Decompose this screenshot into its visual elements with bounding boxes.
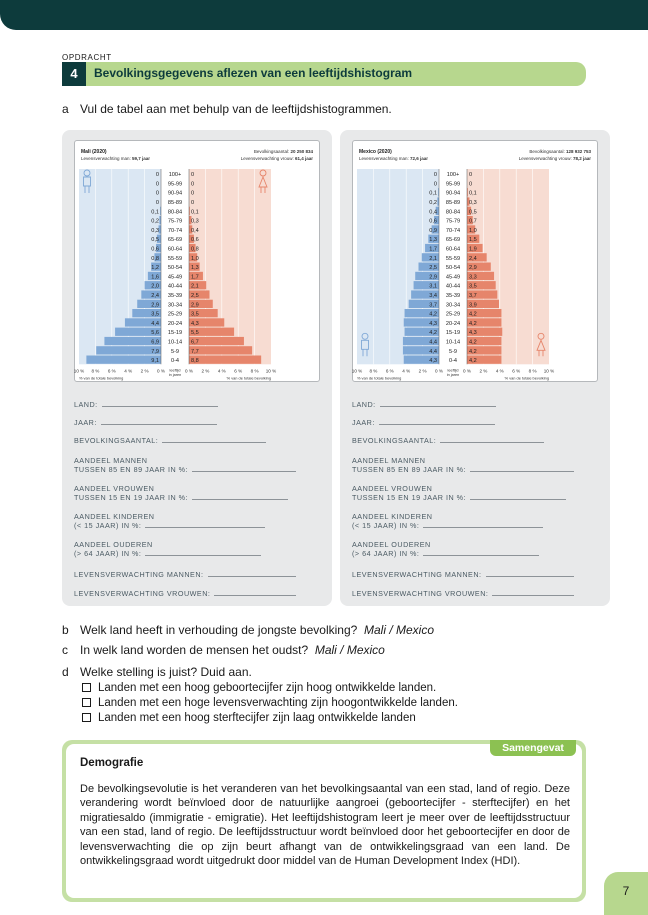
answer-field-mannen1: [74, 456, 296, 474]
data-label-women: 0: [191, 172, 195, 179]
answer-field-land: [74, 400, 218, 409]
age-label: 70-74: [445, 227, 461, 234]
data-label-men: 2,0: [151, 283, 159, 290]
data-label-men: 4,3: [429, 358, 437, 365]
age-label: 50-54: [167, 265, 183, 272]
data-label-women: 0,5: [469, 209, 477, 216]
summary-text: De bevolkingsevolutie is het veranderen van het bevolkingsaantal van een stad, land of regio. Deze verandering wordt beïnvloed door de natuurlijke aangroei (geboortecijfer - sterftecijfer) en het migratiesaldo (immigratie - emigratie). Het leeftijdshistogram leert je meer over de leeftijdsstructuur van een stad, land of regio. De leeftijdsstructuur wordt beïnvloed door het geboortecijfer en door de levensverwachting die op zijn beurt afhangt van de ontwikkelingsgraad van een land. De ontwikkelingsgraad wordt uitgedrukt door middel van de Human Development Index (HDI).: [80, 783, 570, 868]
data-label-men: 0,6: [429, 218, 437, 225]
answer-line[interactable]: [214, 595, 296, 596]
data-label-men: 6,9: [151, 339, 159, 346]
answer-line[interactable]: [102, 406, 218, 407]
data-label-women: 0: [191, 200, 195, 206]
answer-line[interactable]: [440, 442, 544, 443]
axis-pct-label: % van de totale bevolking: [357, 375, 402, 381]
data-label-men: 3,4: [429, 293, 437, 299]
age-label: 65-69: [167, 237, 183, 244]
tick-label: 4 %: [402, 368, 411, 374]
answer-line[interactable]: [380, 406, 496, 407]
tick-label: 8 %: [250, 368, 259, 374]
bar-men-0-4: [86, 356, 161, 364]
field-label: BEVOLKINGSAANTAL:: [74, 436, 159, 445]
field-label: LEVENSVERWACHTING VROUWEN:: [352, 589, 489, 598]
age-label: 85-89: [445, 200, 461, 206]
data-label-women: 2,5: [191, 293, 199, 299]
answer-line[interactable]: [145, 527, 265, 528]
answer-field-vrouwen1: [352, 484, 566, 502]
data-label-women: 0,8: [191, 246, 199, 253]
data-label-men: 5,6: [151, 330, 159, 337]
data-label-men: 0: [155, 172, 159, 179]
age-label: 5-9: [448, 348, 458, 355]
data-label-men: 0: [155, 190, 159, 197]
age-label: 60-64: [167, 246, 183, 253]
answer-line[interactable]: [423, 527, 543, 528]
field-label: LEVENSVERWACHTING VROUWEN:: [74, 589, 211, 598]
checkbox[interactable]: [82, 683, 91, 692]
question-a: [62, 102, 392, 116]
answer-options[interactable]: Mali / Mexico: [314, 643, 385, 657]
field-label: (> 64 JAAR) IN %:: [74, 549, 142, 558]
data-label-women: 7,7: [191, 348, 199, 355]
age-label: 25-29: [445, 311, 461, 318]
field-label: TUSSEN 85 EN 89 JAAR IN %:: [352, 465, 467, 474]
answer-field-bevolking: [74, 436, 266, 445]
data-label-women: 4,3: [469, 330, 477, 337]
age-label: 65-69: [445, 237, 461, 244]
data-label-men: 0,1: [151, 209, 159, 216]
age-label: 10-14: [167, 339, 183, 346]
field-label: BEVOLKINGSAANTAL:: [352, 436, 437, 445]
age-label: 20-24: [167, 320, 183, 327]
age-label: 0-4: [448, 358, 458, 365]
data-label-men: 3,7: [429, 302, 437, 309]
data-label-women: 3,5: [191, 311, 199, 318]
age-label: 45-49: [445, 274, 461, 281]
data-label-men: 2,5: [429, 265, 437, 272]
answer-field-lev_vrouwen: [74, 589, 296, 598]
tick-label: 4 %: [124, 368, 133, 374]
answer-line[interactable]: [101, 424, 217, 425]
field-label: TUSSEN 15 EN 19 JAAR IN %:: [74, 493, 189, 502]
data-label-women: 0,4: [191, 227, 199, 234]
tick-label: 4 %: [217, 368, 226, 374]
tick-label: 2 %: [201, 368, 210, 374]
field-label: AANDEEL VROUWEN: [352, 484, 433, 493]
histogram-card: [74, 140, 320, 382]
data-label-men: 0: [433, 172, 437, 179]
axis-pct-label: % van de totale bevolking: [504, 375, 549, 381]
data-label-men: 2,9: [429, 274, 437, 281]
data-label-men: 1,7: [429, 246, 437, 253]
question-text: Welk land heeft in verhouding de jongste bevolking?: [80, 623, 358, 637]
field-label: JAAR:: [352, 418, 375, 427]
age-label: 15-19: [445, 330, 461, 337]
field-label: AANDEEL MANNEN: [74, 456, 148, 465]
data-label-men: 0,5: [151, 237, 159, 244]
age-label: 70-74: [167, 227, 183, 234]
task-label: OPDRACHT: [62, 53, 112, 62]
data-label-women: 0,1: [469, 190, 477, 197]
top-banner: [0, 0, 648, 30]
answer-field-jaar: [352, 418, 495, 427]
data-label-women: 1,7: [191, 274, 199, 281]
tick-label: 6 %: [512, 368, 521, 374]
axis-age-label: leeftijd: [169, 368, 181, 373]
data-label-men: 2,9: [151, 302, 159, 309]
data-label-men: 0,8: [151, 255, 159, 262]
data-label-men: 3,1: [429, 283, 437, 290]
checkbox-option[interactable]: Landen met een hoog sterftecijfer zijn laag ontwikkelde landen: [82, 712, 416, 724]
field-label: AANDEEL OUDEREN: [74, 540, 153, 549]
data-label-women: 3,9: [469, 302, 477, 309]
answer-field-kinderen1: [74, 512, 265, 530]
field-label: JAAR:: [74, 418, 97, 427]
tick-label: 8 %: [91, 368, 100, 374]
tick-label: 10 %: [73, 368, 85, 374]
tick-label: 10 %: [265, 368, 277, 374]
field-label: AANDEEL KINDEREN: [74, 512, 155, 521]
tick-label: 2 %: [418, 368, 427, 374]
answer-options[interactable]: Mali / Mexico: [363, 623, 434, 637]
age-label: 90-94: [167, 190, 183, 197]
data-label-women: 0,3: [469, 200, 477, 206]
question-letter: d: [62, 665, 69, 679]
answer-line[interactable]: [470, 471, 574, 472]
life-expectancy-women: Levensverwachting vrouw: 61,4 jaar: [240, 156, 313, 161]
data-label-men: 2,4: [151, 293, 159, 299]
age-label: 80-84: [167, 209, 183, 216]
tick-label: 0 %: [157, 368, 165, 374]
summary-tab: Samengevat: [490, 740, 576, 756]
data-label-men: 1,6: [151, 274, 159, 281]
answer-field-ouderen1: [74, 540, 261, 558]
data-label-men: 0,1: [429, 190, 437, 197]
tick-label: 6 %: [385, 368, 394, 374]
data-label-women: 0,3: [191, 218, 199, 225]
data-label-women: 0,7: [469, 218, 477, 225]
question-b: [62, 623, 434, 637]
data-label-women: 0: [191, 190, 195, 197]
data-label-women: 4,2: [469, 358, 477, 365]
age-label: 75-79: [445, 218, 461, 225]
answer-field-vrouwen1: [74, 484, 288, 502]
life-expectancy-men: Levensverwachting man: 59,7 jaar: [81, 156, 151, 161]
data-label-men: 0,4: [429, 209, 437, 216]
tick-label: 10 %: [543, 368, 555, 374]
population-pyramid: [353, 165, 599, 381]
page-number: 7: [622, 884, 630, 898]
axis-pct-label: % van de totale bevolking: [226, 375, 271, 381]
data-label-men: 7,9: [151, 348, 159, 355]
age-label: 55-59: [445, 255, 461, 262]
chart-title: Mexico (2020): [359, 149, 392, 155]
population: Bevolkingsaantal: 128 932 753: [529, 149, 591, 154]
task-title: Bevolkingsgegevens aflezen van een leeftijdshistogram: [94, 66, 413, 80]
data-label-men: 4,4: [429, 348, 437, 355]
axis-age-label: in jaren: [168, 372, 182, 377]
tick-label: 0 %: [435, 368, 443, 374]
data-label-men: 1,2: [151, 265, 159, 272]
data-label-men: 4,3: [429, 320, 437, 327]
data-label-men: 0,2: [429, 200, 437, 206]
data-label-men: 4,4: [151, 320, 159, 327]
answer-line[interactable]: [145, 555, 261, 556]
data-label-women: 0,6: [191, 237, 199, 244]
summary-heading: Demografie: [80, 757, 144, 769]
answer-line[interactable]: [192, 471, 296, 472]
age-label: 10-14: [445, 339, 461, 346]
age-label: 0-4: [170, 358, 180, 365]
data-label-women: 1,0: [191, 255, 199, 262]
question-letter: b: [62, 623, 69, 637]
answer-field-land: [352, 400, 496, 409]
population-pyramid: [75, 165, 321, 381]
answer-line[interactable]: [486, 576, 574, 577]
data-label-women: 3,7: [469, 293, 477, 299]
data-label-men: 0: [433, 181, 437, 188]
age-label: 45-49: [167, 274, 183, 281]
age-label: 60-64: [445, 246, 461, 253]
age-label: 80-84: [445, 209, 461, 216]
data-label-women: 4,2: [469, 320, 477, 327]
age-label: 35-39: [445, 293, 461, 299]
age-label: 5-9: [170, 348, 180, 355]
checkbox[interactable]: [82, 713, 91, 722]
axis-age-label: in jaren: [446, 372, 460, 377]
field-label: AANDEEL OUDEREN: [352, 540, 431, 549]
checkbox[interactable]: [82, 698, 91, 707]
data-label-women: 0: [469, 181, 473, 188]
age-label: 75-79: [167, 218, 183, 225]
data-label-women: 4,2: [469, 339, 477, 346]
age-label: 30-34: [445, 302, 461, 309]
answer-line[interactable]: [492, 595, 574, 596]
tick-label: 8 %: [369, 368, 378, 374]
field-label: (> 64 JAAR) IN %:: [352, 549, 420, 558]
field-label: AANDEEL KINDEREN: [352, 512, 433, 521]
data-label-women: 2,4: [469, 255, 477, 262]
field-label: (< 15 JAAR) IN %:: [352, 521, 420, 530]
answer-field-lev_vrouwen: [352, 589, 574, 598]
data-label-men: 0: [155, 200, 159, 206]
task-number: 4: [62, 62, 86, 86]
data-label-men: 4,2: [429, 311, 437, 318]
data-label-women: 0: [469, 172, 473, 179]
data-label-women: 1,3: [191, 265, 199, 272]
question-letter: a: [62, 102, 69, 116]
data-label-women: 2,9: [191, 302, 199, 309]
answer-field-jaar: [74, 418, 217, 427]
age-label: 20-24: [445, 320, 461, 327]
age-label: 95-99: [167, 181, 183, 188]
answer-field-bevolking: [352, 436, 544, 445]
data-label-women: 8,8: [191, 358, 199, 365]
question-c: [62, 643, 385, 657]
age-label: 25-29: [167, 311, 183, 318]
data-label-men: 0,2: [151, 218, 159, 225]
question-letter: c: [62, 643, 68, 657]
data-label-women: 0: [191, 181, 195, 188]
answer-line[interactable]: [208, 576, 296, 577]
question-d: [62, 665, 252, 679]
age-label: 40-44: [445, 283, 461, 290]
data-label-women: 1,9: [469, 246, 477, 253]
data-label-men: 0,6: [151, 246, 159, 253]
age-label: 55-59: [167, 255, 183, 262]
data-label-women: 2,9: [469, 265, 477, 272]
tick-label: 2 %: [479, 368, 488, 374]
axis-age-label: leeftijd: [447, 368, 459, 373]
checkbox-option[interactable]: Landen met een hoge levensverwachting zijn hoogontwikkelde landen.: [82, 697, 458, 709]
field-label: (< 15 JAAR) IN %:: [74, 521, 142, 530]
data-label-men: 4,4: [429, 339, 437, 346]
age-label: 100+: [446, 172, 460, 179]
population: Bevolkingsaantal: 20 250 834: [253, 149, 313, 154]
answer-line[interactable]: [423, 555, 539, 556]
data-label-women: 6,7: [191, 339, 199, 346]
data-label-men: 2,1: [429, 255, 437, 262]
tick-label: 0 %: [463, 368, 471, 374]
field-label: AANDEEL MANNEN: [352, 456, 426, 465]
field-label: LEVENSVERWACHTING MANNEN:: [352, 570, 482, 579]
tick-label: 10 %: [351, 368, 363, 374]
panel-mali: [62, 130, 332, 606]
checkbox-option[interactable]: Landen met een hoog geboortecijfer zijn hoog ontwikkelde landen.: [82, 682, 436, 694]
life-expectancy-women: Levensverwachting vrouw: 78,2 jaar: [518, 156, 591, 161]
data-label-men: 4,2: [429, 330, 437, 337]
field-label: AANDEEL VROUWEN: [74, 484, 155, 493]
question-text: In welk land worden de mensen het oudst?: [80, 643, 309, 657]
tick-label: 2 %: [140, 368, 149, 374]
age-label: 50-54: [445, 265, 461, 272]
field-label: TUSSEN 15 EN 19 JAAR IN %:: [352, 493, 467, 502]
data-label-men: 0: [155, 181, 159, 188]
life-expectancy-men: Levensverwachting man: 72,6 jaar: [359, 156, 429, 161]
answer-field-kinderen1: [352, 512, 543, 530]
age-label: 100+: [168, 172, 182, 179]
data-label-men: 9,1: [151, 358, 159, 365]
age-label: 35-39: [167, 293, 183, 299]
data-label-women: 4,2: [469, 311, 477, 318]
age-label: 40-44: [167, 283, 183, 290]
answer-field-mannen1: [352, 456, 574, 474]
question-text: Welke stelling is juist? Duid aan.: [80, 665, 252, 679]
panel-mexico: [340, 130, 610, 606]
data-label-women: 2,1: [191, 283, 199, 290]
tick-label: 4 %: [495, 368, 504, 374]
age-label: 85-89: [167, 200, 183, 206]
data-label-men: 0,9: [429, 227, 437, 234]
data-label-women: 3,3: [469, 274, 477, 281]
tick-label: 0 %: [185, 368, 193, 374]
data-label-men: 1,3: [429, 237, 437, 244]
question-text: Vul de tabel aan met behulp van de leeftijdshistogrammen.: [80, 102, 392, 116]
field-label: LAND:: [352, 400, 376, 409]
answer-line[interactable]: [192, 499, 288, 500]
tick-label: 8 %: [528, 368, 537, 374]
data-label-women: 4,2: [469, 348, 477, 355]
age-label: 90-94: [445, 190, 461, 197]
data-label-women: 0,1: [191, 209, 199, 216]
field-label: TUSSEN 85 EN 89 JAAR IN %:: [74, 465, 189, 474]
chart-title: Mali (2020): [81, 149, 107, 155]
age-label: 15-19: [167, 330, 183, 337]
answer-line[interactable]: [162, 442, 266, 443]
tick-label: 6 %: [234, 368, 243, 374]
answer-line[interactable]: [379, 424, 495, 425]
data-label-men: 0,3: [151, 227, 159, 234]
age-label: 30-34: [167, 302, 183, 309]
answer-field-lev_mannen: [352, 570, 574, 579]
data-label-women: 5,5: [191, 330, 199, 337]
age-label: 95-99: [445, 181, 461, 188]
field-label: LEVENSVERWACHTING MANNEN:: [74, 570, 204, 579]
histogram-card: [352, 140, 598, 382]
tick-label: 6 %: [107, 368, 116, 374]
field-label: LAND:: [74, 400, 98, 409]
data-label-women: 4,3: [191, 320, 199, 327]
data-label-women: 1,0: [469, 227, 477, 234]
axis-pct-label: % van de totale bevolking: [79, 375, 124, 381]
data-label-women: 1,5: [469, 237, 477, 244]
answer-line[interactable]: [470, 499, 566, 500]
answer-field-ouderen1: [352, 540, 539, 558]
bar-women-0-4: [189, 356, 261, 364]
data-label-men: 3,5: [151, 311, 159, 318]
answer-field-lev_mannen: [74, 570, 296, 579]
data-label-women: 3,5: [469, 283, 477, 290]
